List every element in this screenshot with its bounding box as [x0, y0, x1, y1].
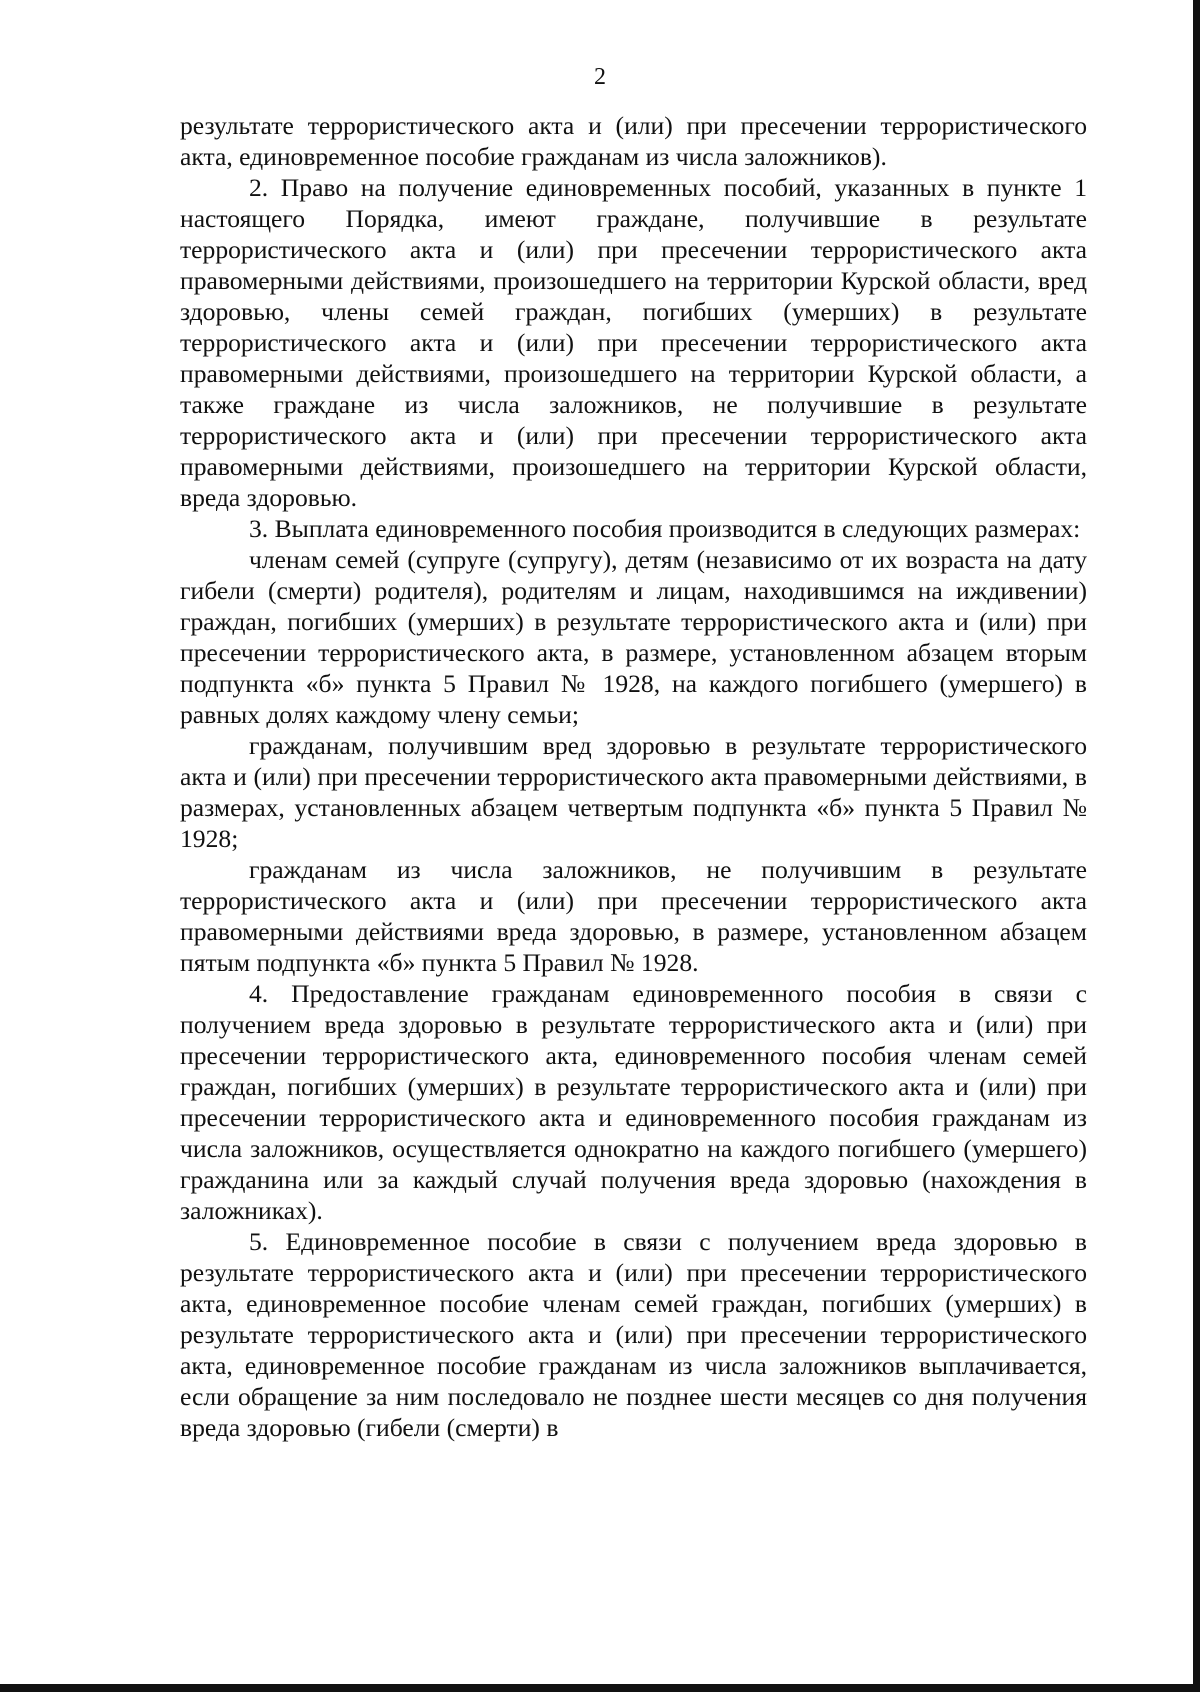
document-body: [180, 110, 1087, 1443]
paragraph-item-4: 4. Предоставление гражданам единовременного пособия в связи с получением вреда здоровью в результате террористического акта и (или) при пресечении террористического акта, единовременного пособия членам семей граждан, погибших (умерших) в результате террористического акта и (или) при пресечении террористического акта и единовременного пособия гражданам из числа заложников, осуществляется однократно на каждого погибшего (умершего) гражданина или за каждый случай получения вреда здоровью (нахождения в заложниках).: [180, 979, 1087, 1225]
scan-border-right: [1193, 0, 1200, 1692]
paragraph-item-5: 5. Единовременное пособие в связи с получением вреда здоровью в результате террористического акта и (или) при пресечении террористического акта, единовременное пособие членам семей граждан, погибших (умерших) в результате террористического акта и (или) при пресечении террористического акта, единовременное пособие гражданам из числа заложников выплачивается, если обращение за ним последовало не позднее шести месяцев со дня получения вреда здоровью (гибели (смерти) в: [180, 1227, 1087, 1442]
scan-border-bottom: [0, 1684, 1200, 1692]
paragraph-injured-citizens: гражданам, получившим вред здоровью в результате террористического акта и (или) при пресечении террористического акта правомерными действиями, в размерах, установленных абзацем четвертым подпункта «б» пункта 5 Правил № 1928;: [180, 731, 1087, 853]
paragraph-item-3: 3. Выплата единовременного пособия производится в следующих размерах:: [249, 514, 1081, 543]
page-number: 2: [594, 64, 606, 90]
paragraph-family-members: членам семей (супруге (супругу), детям (независимо от их возраста на дату гибели (смерти) родителя), родителям и лицам, находившимся на иждивении) граждан, погибших (умерших) в результате террористического акта и (или) при пресечении террористического акта, в размере, установленном абзацем вторым подпункта «б» пункта 5 Правил № 1928, на каждого погибшего (умершего) в равных долях каждому члену семьи;: [180, 545, 1087, 729]
paragraph-continuation: результате террористического акта и (или) при пресечении террористического акта, единовременное пособие гражданам из числа заложников).: [180, 111, 1087, 171]
paragraph-item-2: 2. Право на получение единовременных пособий, указанных в пункте 1 настоящего Порядка, имеют граждане, получившие в результате террористического акта и (или) при пресечении террористического акта правомерными действиями, произошедшего на территории Курской области, вред здоровью, члены семей граждан, погибших (умерших) в результате террористического акта и (или) при пресечении террористического акта правомерными действиями, произошедшего на территории Курской области, а также граждане из числа заложников, не получившие в результате террористического акта и (или) при пресечении террористического акта правомерными действиями, произошедшего на территории Курской области, вреда здоровью.: [180, 173, 1087, 512]
paragraph-hostages: гражданам из числа заложников, не получившим в результате террористического акта и (или) при пресечении террористического акта правомерными действиями вреда здоровью, в размере, установленном абзацем пятым подпункта «б» пункта 5 Правил № 1928.: [180, 855, 1087, 977]
